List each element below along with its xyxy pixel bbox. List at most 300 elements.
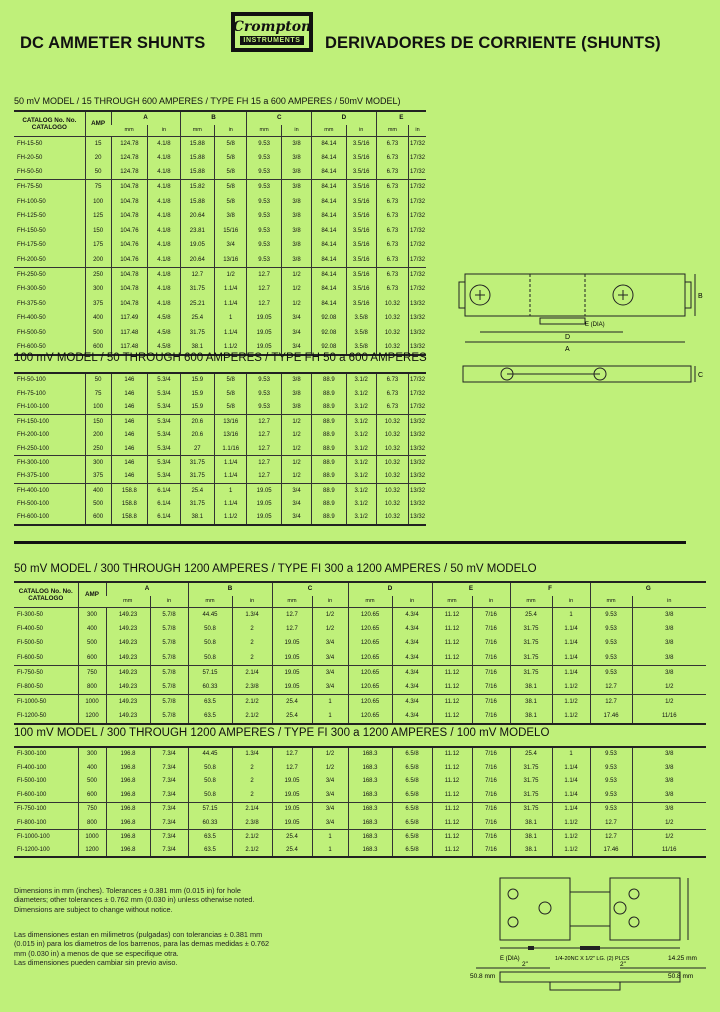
dimension-value: 84.14 bbox=[312, 136, 347, 151]
table-row bbox=[14, 253, 426, 268]
col-header-unit: mm bbox=[188, 596, 232, 607]
dimension-value: 3/8 bbox=[632, 747, 706, 761]
dimension-value: 5.7/8 bbox=[150, 709, 188, 724]
dimension-value: 2 bbox=[232, 636, 272, 651]
dimension-value: 25.21 bbox=[180, 297, 215, 312]
dimension-value: 17/32 bbox=[409, 136, 426, 151]
dimension-value: 15.88 bbox=[180, 151, 215, 166]
dimension-value: 13/32 bbox=[409, 326, 426, 341]
table-row bbox=[14, 816, 706, 830]
dimension-value: 9.53 bbox=[247, 373, 282, 387]
dimension-value: 9.53 bbox=[247, 401, 282, 415]
dimension-value: 3/8 bbox=[281, 253, 311, 268]
dimension-value: 4.3/4 bbox=[392, 636, 432, 651]
dimension-value: 15/16 bbox=[215, 224, 247, 239]
label-fi-right: 14.25 mm bbox=[668, 955, 697, 962]
col-header-unit: mm bbox=[124, 126, 134, 133]
dimension-value: 146 bbox=[111, 456, 148, 470]
dimension-value: 3.1/2 bbox=[346, 511, 376, 525]
dimension-value: 2.1/2 bbox=[232, 695, 272, 710]
dimension-value: 7/16 bbox=[472, 622, 510, 637]
dimension-value: 7/16 bbox=[472, 695, 510, 710]
dimension-value: 38.1 bbox=[180, 340, 215, 355]
dimension-value: 10.32 bbox=[376, 326, 408, 341]
amperage: 600 bbox=[85, 511, 111, 525]
table-row bbox=[14, 695, 706, 710]
dimension-value: 1.1/2 bbox=[552, 830, 590, 844]
dimension-value: 3.5/16 bbox=[346, 282, 376, 297]
dimension-value: 117.48 bbox=[111, 326, 148, 341]
fi-shunt-drawing bbox=[470, 868, 710, 1008]
dimension-value: 88.9 bbox=[312, 414, 347, 428]
dimension-value: 12.7 bbox=[247, 428, 282, 442]
dimension-value: 3.1/2 bbox=[346, 373, 376, 387]
table-row bbox=[14, 442, 426, 456]
dimension-value: 10.32 bbox=[376, 428, 408, 442]
dimension-value: 2 bbox=[232, 622, 272, 637]
dimension-value: 5/8 bbox=[215, 151, 247, 166]
fh-shunt-drawing bbox=[455, 262, 705, 410]
catalog-number: FH-600-50 bbox=[17, 344, 46, 351]
dimension-value: 5.3/4 bbox=[148, 456, 180, 470]
amperage: 150 bbox=[85, 224, 111, 239]
dimension-value: 1.1/4 bbox=[552, 761, 590, 775]
dimension-value: 1.3/4 bbox=[232, 747, 272, 761]
dimension-value: 3.1/2 bbox=[346, 387, 376, 401]
amperage: 200 bbox=[85, 253, 111, 268]
dimension-value: 60.33 bbox=[188, 816, 232, 830]
catalog-number: FH-375-100 bbox=[17, 473, 50, 480]
amperage: 250 bbox=[85, 442, 111, 456]
dimension-value: 1.1/2 bbox=[552, 695, 590, 710]
amperage: 600 bbox=[78, 788, 106, 802]
dimension-value: 4.3/4 bbox=[392, 607, 432, 622]
dimension-value: 146 bbox=[111, 414, 148, 428]
dimension-value: 7.3/4 bbox=[150, 816, 188, 830]
dimension-value: 17/32 bbox=[409, 165, 426, 180]
dimension-value: 17/32 bbox=[409, 151, 426, 166]
dimension-value: 168.3 bbox=[348, 802, 392, 816]
dimension-value: 84.14 bbox=[312, 209, 347, 224]
catalog-number: FI-600-50 bbox=[17, 654, 44, 661]
dimension-value: 20.6 bbox=[180, 414, 215, 428]
dimension-value: 13/16 bbox=[215, 414, 247, 428]
amperage: 1200 bbox=[78, 844, 106, 858]
dimension-value: 5.3/4 bbox=[148, 428, 180, 442]
dimension-value: 60.33 bbox=[188, 680, 232, 695]
catalog-number: FH-600-100 bbox=[17, 514, 50, 521]
page-title-spanish: DERIVADORES DE CORRIENTE (SHUNTS) bbox=[325, 34, 661, 52]
dimension-value: 149.23 bbox=[106, 651, 150, 666]
dimension-value: 84.14 bbox=[312, 194, 347, 209]
col-header-unit: in bbox=[552, 596, 590, 607]
dimension-value: 11.12 bbox=[432, 680, 472, 695]
dimension-value: 3.1/2 bbox=[346, 401, 376, 415]
note-line: Dimensions are subject to change without notice. bbox=[14, 904, 173, 914]
dimension-value: 196.8 bbox=[106, 802, 150, 816]
table-row bbox=[14, 651, 706, 666]
dimension-value: 3.5/8 bbox=[346, 340, 376, 355]
dimension-value: 3/4 bbox=[312, 816, 348, 830]
col-header-unit: in bbox=[472, 596, 510, 607]
table-row bbox=[14, 761, 706, 775]
dimension-value: 7.3/4 bbox=[150, 844, 188, 858]
dimension-value: 6.1/4 bbox=[148, 483, 180, 497]
label-dim-d: D bbox=[565, 334, 571, 341]
table-row bbox=[14, 497, 426, 511]
dimension-value: 168.3 bbox=[348, 830, 392, 844]
dimension-value: 120.65 bbox=[348, 665, 392, 680]
dimension-value: 1.3/4 bbox=[232, 607, 272, 622]
dimension-value: 10.32 bbox=[376, 414, 408, 428]
dimension-value: 9.53 bbox=[247, 253, 282, 268]
dimension-value: 3.5/16 bbox=[346, 180, 376, 195]
table-fh-50mv bbox=[14, 110, 426, 356]
dimension-value: 124.78 bbox=[111, 165, 148, 180]
dimension-value: 149.23 bbox=[106, 607, 150, 622]
dimension-value: 38.1 bbox=[510, 680, 552, 695]
dimension-value: 13/32 bbox=[409, 470, 426, 484]
notes-english bbox=[14, 886, 254, 914]
dimension-value: 146 bbox=[111, 442, 148, 456]
dimension-value: 1/2 bbox=[312, 607, 348, 622]
dimension-value: 4.1/8 bbox=[148, 151, 180, 166]
dimension-value: 4.1/8 bbox=[148, 253, 180, 268]
dimension-value: 9.53 bbox=[247, 136, 282, 151]
catalog-number: FI-1000-100 bbox=[14, 830, 78, 844]
dimension-value: 3/4 bbox=[281, 497, 311, 511]
dimension-value: 17/32 bbox=[409, 180, 426, 195]
table-row bbox=[14, 297, 426, 312]
dimension-value: 9.53 bbox=[247, 238, 282, 253]
col-header-c: C bbox=[247, 111, 312, 125]
dimension-value: 168.3 bbox=[348, 816, 392, 830]
amperage: 1000 bbox=[78, 830, 106, 844]
col-header-unit: in bbox=[312, 596, 348, 607]
dimension-value: 2.3/8 bbox=[232, 680, 272, 695]
dimension-value: 3/8 bbox=[632, 607, 706, 622]
table-row bbox=[14, 607, 706, 622]
dimension-value: 168.3 bbox=[348, 788, 392, 802]
table-row bbox=[14, 680, 706, 695]
amperage: 750 bbox=[78, 665, 106, 680]
section-title-fi100: 100 mV MODEL / 300 THROUGH 1200 AMPERES / TYPE FI 300 a 1200 AMPERES / 100 mV MODELO bbox=[14, 727, 550, 739]
dimension-value: 3/8 bbox=[632, 788, 706, 802]
fi-screw-left bbox=[539, 902, 551, 914]
dimension-value: 7/16 bbox=[472, 636, 510, 651]
fi-side-link bbox=[550, 982, 620, 990]
dimension-value: 146 bbox=[111, 387, 148, 401]
dimension-value: 168.3 bbox=[348, 844, 392, 858]
dimension-value: 146 bbox=[111, 428, 148, 442]
dimension-value: 6.5/8 bbox=[392, 788, 432, 802]
note-line: Las dimensiones pueden cambiar sin previo aviso. bbox=[14, 958, 178, 968]
dimension-value: 15.88 bbox=[180, 194, 215, 209]
dimension-value: 11.12 bbox=[432, 761, 472, 775]
dimension-value: 88.9 bbox=[312, 387, 347, 401]
dimension-value: 146 bbox=[111, 373, 148, 387]
dimension-value: 84.14 bbox=[312, 180, 347, 195]
dimension-value: 2.1/4 bbox=[232, 665, 272, 680]
dimension-value: 4.1/8 bbox=[148, 136, 180, 151]
dimension-value: 12.7 bbox=[247, 267, 282, 282]
dimension-value: 20.64 bbox=[180, 253, 215, 268]
note-line: diameters; other tolerances ± 0.762 mm (0.030 in) unless otherwise noted. bbox=[14, 895, 255, 905]
dimension-value: 5.7/8 bbox=[150, 665, 188, 680]
amperage: 400 bbox=[85, 483, 111, 497]
dimension-value: 168.3 bbox=[348, 775, 392, 789]
dimension-value: 5/8 bbox=[215, 373, 247, 387]
dimension-value: 1/2 bbox=[632, 830, 706, 844]
catalog-number: FH-500-100 bbox=[17, 501, 50, 508]
dimension-value: 3/8 bbox=[281, 387, 311, 401]
dimension-value: 4.3/4 bbox=[392, 709, 432, 724]
amperage: 1000 bbox=[78, 695, 106, 710]
dimension-value: 5.3/4 bbox=[148, 387, 180, 401]
dimension-value: 2 bbox=[232, 775, 272, 789]
dimension-value: 5.3/4 bbox=[148, 470, 180, 484]
dimension-value: 104.78 bbox=[111, 297, 148, 312]
dimension-value: 6.5/8 bbox=[392, 844, 432, 858]
dimension-value: 3.5/8 bbox=[346, 326, 376, 341]
catalog-number: FI-600-100 bbox=[17, 792, 47, 799]
dimension-value: 5/8 bbox=[215, 136, 247, 151]
dimension-value: 44.45 bbox=[188, 747, 232, 761]
dimension-value: 7/16 bbox=[472, 802, 510, 816]
dimension-value: 13/32 bbox=[409, 442, 426, 456]
dimension-value: 3/8 bbox=[281, 180, 311, 195]
col-header-unit: mm bbox=[348, 596, 392, 607]
dimension-value: 9.53 bbox=[590, 636, 632, 651]
dimension-value: 6.73 bbox=[376, 282, 408, 297]
dimension-value: 31.75 bbox=[180, 456, 215, 470]
dimension-value: 9.53 bbox=[590, 747, 632, 761]
catalog-number: FH-125-50 bbox=[17, 213, 46, 220]
dimension-value: 12.7 bbox=[272, 761, 312, 775]
col-header-unit: in bbox=[232, 596, 272, 607]
dimension-value: 7/16 bbox=[472, 709, 510, 724]
table-row bbox=[14, 636, 706, 651]
dimension-value: 10.32 bbox=[376, 497, 408, 511]
dimension-value: 84.14 bbox=[312, 224, 347, 239]
amperage: 100 bbox=[85, 194, 111, 209]
section-title-fi50: 50 mV MODEL / 300 THROUGH 1200 AMPERES / TYPE FI 300 a 1200 AMPERES / 50 mV MODELO bbox=[14, 563, 537, 575]
dimension-value: 10.32 bbox=[376, 511, 408, 525]
dimension-value: 38.1 bbox=[510, 695, 552, 710]
dimension-value: 3/4 bbox=[281, 326, 311, 341]
dimension-value: 3/4 bbox=[312, 665, 348, 680]
dimension-value: 12.7 bbox=[247, 297, 282, 312]
col-header-unit: in bbox=[346, 125, 376, 136]
dimension-value: 3.5/16 bbox=[346, 224, 376, 239]
dimension-value: 15.88 bbox=[180, 136, 215, 151]
dimension-value: 3.5/16 bbox=[346, 151, 376, 166]
dimension-value: 17/32 bbox=[409, 267, 426, 282]
dimension-value: 1/2 bbox=[215, 267, 247, 282]
dimension-value: 149.23 bbox=[106, 709, 150, 724]
dimension-value: 11.12 bbox=[432, 665, 472, 680]
catalog-number: FI-500-100 bbox=[17, 778, 47, 785]
dimension-value: 17/32 bbox=[409, 238, 426, 253]
amperage: 400 bbox=[85, 311, 111, 326]
dimension-value: 31.75 bbox=[510, 788, 552, 802]
catalog-number: FH-400-50 bbox=[17, 315, 46, 322]
amperage: 750 bbox=[78, 802, 106, 816]
dimension-value: 17/32 bbox=[409, 209, 426, 224]
dimension-value: 31.75 bbox=[180, 497, 215, 511]
fh-screw-block bbox=[540, 318, 585, 324]
dimension-value: 104.78 bbox=[111, 194, 148, 209]
dimension-value: 6.73 bbox=[376, 387, 408, 401]
dimension-value: 7/16 bbox=[472, 844, 510, 858]
dimension-value: 11.12 bbox=[432, 636, 472, 651]
dimension-value: 5.3/4 bbox=[148, 373, 180, 387]
label-fi-e-dia: E (DIA) bbox=[500, 956, 520, 962]
dimension-value: 9.53 bbox=[590, 622, 632, 637]
table-fh-100mv bbox=[14, 372, 426, 526]
col-header-unit: in bbox=[632, 596, 706, 607]
dimension-value: 7/16 bbox=[472, 665, 510, 680]
table-row bbox=[14, 282, 426, 297]
dimension-value: 117.49 bbox=[111, 311, 148, 326]
dimension-value: 6.5/8 bbox=[392, 802, 432, 816]
dimension-value: 19.05 bbox=[272, 788, 312, 802]
dimension-value: 88.9 bbox=[312, 511, 347, 525]
note-line: Las dimensiones estan en milimetros (pulgadas) con tolerancias ± 0.381 mm bbox=[14, 930, 263, 939]
dimension-value: 196.8 bbox=[106, 816, 150, 830]
dimension-value: 3/8 bbox=[632, 622, 706, 637]
dimension-value: 124.78 bbox=[111, 151, 148, 166]
dimension-value: 4.3/4 bbox=[392, 665, 432, 680]
catalog-number: FH-175-50 bbox=[17, 242, 46, 249]
dimension-value: 9.53 bbox=[247, 194, 282, 209]
dimension-value: 88.9 bbox=[312, 442, 347, 456]
dimension-value: 84.14 bbox=[312, 238, 347, 253]
dimension-value: 2.3/8 bbox=[232, 816, 272, 830]
catalog-number: FH-50-100 bbox=[17, 377, 46, 384]
dimension-value: 196.8 bbox=[106, 775, 150, 789]
dimension-value: 1.1/4 bbox=[215, 497, 247, 511]
dimension-value: 5.3/4 bbox=[148, 414, 180, 428]
catalog-number: FI-300-100 bbox=[17, 751, 47, 758]
dimension-value: 158.8 bbox=[111, 483, 148, 497]
dimension-value: 104.78 bbox=[111, 180, 148, 195]
label-dim-c: C bbox=[698, 372, 704, 379]
dimension-value: 1/2 bbox=[281, 297, 311, 312]
dimension-value: 84.14 bbox=[312, 267, 347, 282]
dimension-value: 12.7 bbox=[590, 695, 632, 710]
dimension-value: 104.76 bbox=[111, 238, 148, 253]
amperage: 300 bbox=[78, 607, 106, 622]
dimension-value: 12.7 bbox=[272, 747, 312, 761]
amperage: 600 bbox=[85, 340, 111, 355]
dimension-value: 168.3 bbox=[348, 747, 392, 761]
dimension-value: 5.3/4 bbox=[148, 401, 180, 415]
dimension-value: 3/8 bbox=[632, 775, 706, 789]
dimension-value: 3/8 bbox=[281, 194, 311, 209]
dimension-value: 2.1/2 bbox=[232, 709, 272, 724]
dimension-value: 3.5/16 bbox=[346, 267, 376, 282]
dimension-value: 1/2 bbox=[281, 414, 311, 428]
col-header-catalog: CATALOG No. No. CATALOGO bbox=[22, 116, 77, 131]
catalog-number: FI-750-100 bbox=[14, 802, 78, 816]
dimension-value: 50.8 bbox=[188, 622, 232, 637]
dimension-value: 13/32 bbox=[409, 414, 426, 428]
table-row bbox=[14, 238, 426, 253]
dimension-value: 13/32 bbox=[409, 428, 426, 442]
dimension-value: 92.08 bbox=[312, 326, 347, 341]
dimension-value: 2.1/4 bbox=[232, 802, 272, 816]
col-header-b: B bbox=[180, 111, 247, 125]
dimension-value: 3/8 bbox=[281, 209, 311, 224]
dimension-value: 13/32 bbox=[409, 311, 426, 326]
dimension-value: 92.08 bbox=[312, 311, 347, 326]
dimension-value: 120.65 bbox=[348, 636, 392, 651]
dimension-value: 6.73 bbox=[376, 151, 408, 166]
dimension-value: 19.05 bbox=[180, 238, 215, 253]
dimension-value: 11.12 bbox=[432, 775, 472, 789]
dimension-value: 1 bbox=[215, 483, 247, 497]
dimension-value: 25.4 bbox=[272, 695, 312, 710]
catalog-number: FI-400-100 bbox=[17, 764, 47, 771]
dimension-value: 4.3/4 bbox=[392, 695, 432, 710]
table-row bbox=[14, 224, 426, 239]
dimension-value: 7/16 bbox=[472, 775, 510, 789]
dimension-value: 84.14 bbox=[312, 297, 347, 312]
dimension-value: 38.1 bbox=[510, 844, 552, 858]
dimension-value: 168.3 bbox=[348, 761, 392, 775]
dimension-value: 19.05 bbox=[272, 680, 312, 695]
dimension-value: 15.82 bbox=[180, 180, 215, 195]
dimension-value: 7/16 bbox=[472, 761, 510, 775]
dimension-value: 38.1 bbox=[510, 830, 552, 844]
col-header-unit: mm bbox=[247, 125, 282, 136]
fi-right-block bbox=[610, 878, 680, 940]
table-row bbox=[14, 709, 706, 724]
dimension-value: 88.9 bbox=[312, 456, 347, 470]
dimension-value: 1.1/4 bbox=[552, 775, 590, 789]
dimension-value: 25.4 bbox=[272, 709, 312, 724]
dimension-value: 9.53 bbox=[247, 180, 282, 195]
col-header-amp-fi: AMP bbox=[78, 582, 106, 607]
notes-spanish bbox=[14, 930, 269, 968]
dimension-value: 17/32 bbox=[409, 387, 426, 401]
dimension-value: 2 bbox=[232, 788, 272, 802]
catalog-number: FH-300-50 bbox=[17, 286, 46, 293]
table-row bbox=[14, 747, 706, 761]
dimension-value: 6.1/4 bbox=[148, 497, 180, 511]
dimension-value: 1.1/4 bbox=[552, 665, 590, 680]
dimension-value: 15.9 bbox=[180, 401, 215, 415]
amperage: 500 bbox=[85, 326, 111, 341]
amperage: 1200 bbox=[78, 709, 106, 724]
dimension-value: 5.7/8 bbox=[150, 607, 188, 622]
dimension-value: 120.65 bbox=[348, 695, 392, 710]
dimension-value: 5.7/8 bbox=[150, 680, 188, 695]
catalog-number: FH-15-50 bbox=[17, 140, 43, 147]
dimension-value: 25.4 bbox=[510, 607, 552, 622]
col-header-catalog-fi: CATALOG No. No. CATALOGO bbox=[18, 587, 73, 602]
dimension-value: 3.5/16 bbox=[346, 238, 376, 253]
col-header-amp: AMP bbox=[85, 111, 111, 136]
dimension-value: 5.7/8 bbox=[150, 695, 188, 710]
dimension-value: 1.1/4 bbox=[552, 651, 590, 666]
dimension-value: 1/2 bbox=[312, 761, 348, 775]
dimension-value: 12.7 bbox=[247, 414, 282, 428]
dimension-value: 6.1/4 bbox=[148, 511, 180, 525]
amperage: 300 bbox=[78, 747, 106, 761]
catalog-number: FH-150-50 bbox=[17, 227, 46, 234]
